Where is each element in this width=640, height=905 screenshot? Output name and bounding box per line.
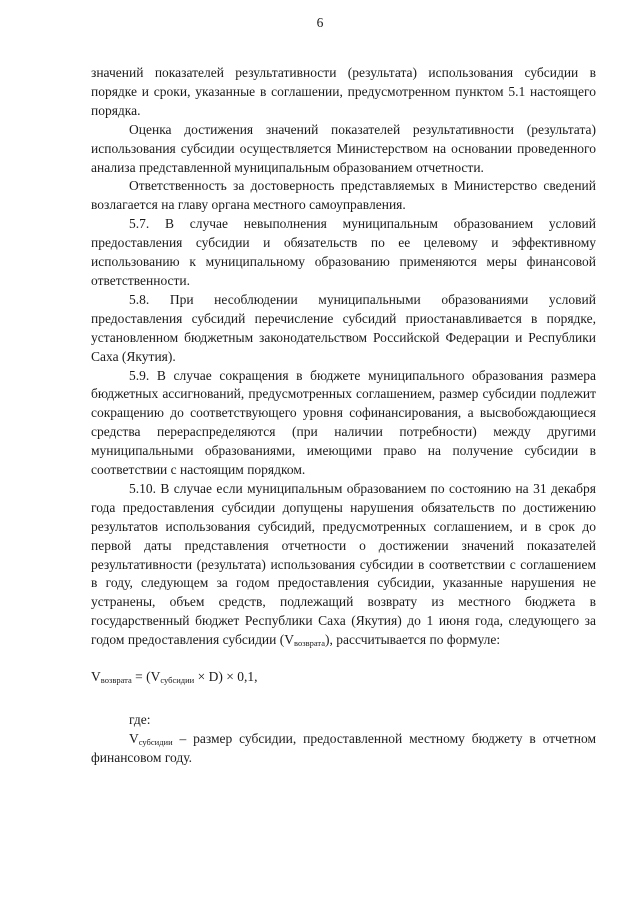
paragraph-5-10-end: ), рассчитывается по формуле: xyxy=(325,632,501,648)
paragraph-5-9: 5.9. В случае сокращения в бюджете муниципального образования размера бюджетных ассигнований, предусмотренных соглашением, размер субсидии подлежит сокращению до соответствующего уровня софинансирования, а высвобождающиеся средства перераспределяются (при наличии потребности) между другими муниципальными образованиями, имеющими право на получение субсидии в соответствии с настоящим порядком. xyxy=(91,367,596,478)
formula-lhs-subscript: возврата xyxy=(100,675,132,686)
formula xyxy=(91,668,596,687)
paragraph-5-7: 5.7. В случае невыполнения муниципальным образованием условий предоставления субсидии и обязательств по ее целевому и эффективному использованию к муниципальному образованию применяются меры финансовой ответственности. xyxy=(91,216,596,288)
where-label: где: xyxy=(129,712,151,727)
paragraph-5-10 xyxy=(91,480,596,650)
paragraph-continuation: значений показателей результативности (результата) использования субсидии в порядке и сроки, указанные в соглашении, предусмотренном пунктом 5.1 настоящего порядка. xyxy=(91,65,596,118)
definition-v-subsidii xyxy=(91,730,596,768)
formula-mid: = (V xyxy=(131,669,161,685)
paragraph-5-10-text: 5.10. В случае если муниципальным образованием по состоянию на 31 декабря года предоставления субсидии допущены нарушения обязательств по достижению результатов использования субсидий, предусмотренных соглашением, и в срок до первой даты представления отчетности о достижении значений показателей результативности (результата) использования субсидии в соответствии с соглашением в году, следующем за годом предоставления субсидии, указанные нарушения не устранены, объем средств, подлежащий возврату из местного бюджета в государственный бюджет Республики Саха (Якутия) до 1 июня года, следующего за годом предоставления субсидии (V xyxy=(91,480,596,648)
formula-mid-subscript: субсидии xyxy=(160,675,195,686)
definition-symbol: V xyxy=(129,730,139,746)
document-body xyxy=(91,64,596,768)
paragraph-responsibility: Ответственность за достоверность представляемых в Министерство сведений возлагается на главу органа местного самоуправления. xyxy=(91,178,596,213)
definition-text: – размер субсидии, предоставленной местному бюджету в отчетном финансовом году. xyxy=(91,730,596,765)
paragraph-5-10-subscript: возврата xyxy=(294,638,325,649)
formula-lhs: V xyxy=(91,669,101,685)
page-number: 6 xyxy=(316,15,324,30)
definition-symbol-subscript: субсидии xyxy=(138,736,173,747)
paragraph-5-8: 5.8. При несоблюдении муниципальными образованиями условий предоставления субсидий перечисление субсидий приостанавливается в порядке, установленном бюджетным законодательством Российской Федерации и Республики Саха (Якутия). xyxy=(91,291,596,364)
formula-rhs: × D) × 0,1, xyxy=(194,669,258,685)
paragraph-assessment: Оценка достижения значений показателей результативности (результата) использования субсидии осуществляется Министерством на основании проведенного анализа представленной муниципальным образованием отчетности. xyxy=(91,121,596,175)
